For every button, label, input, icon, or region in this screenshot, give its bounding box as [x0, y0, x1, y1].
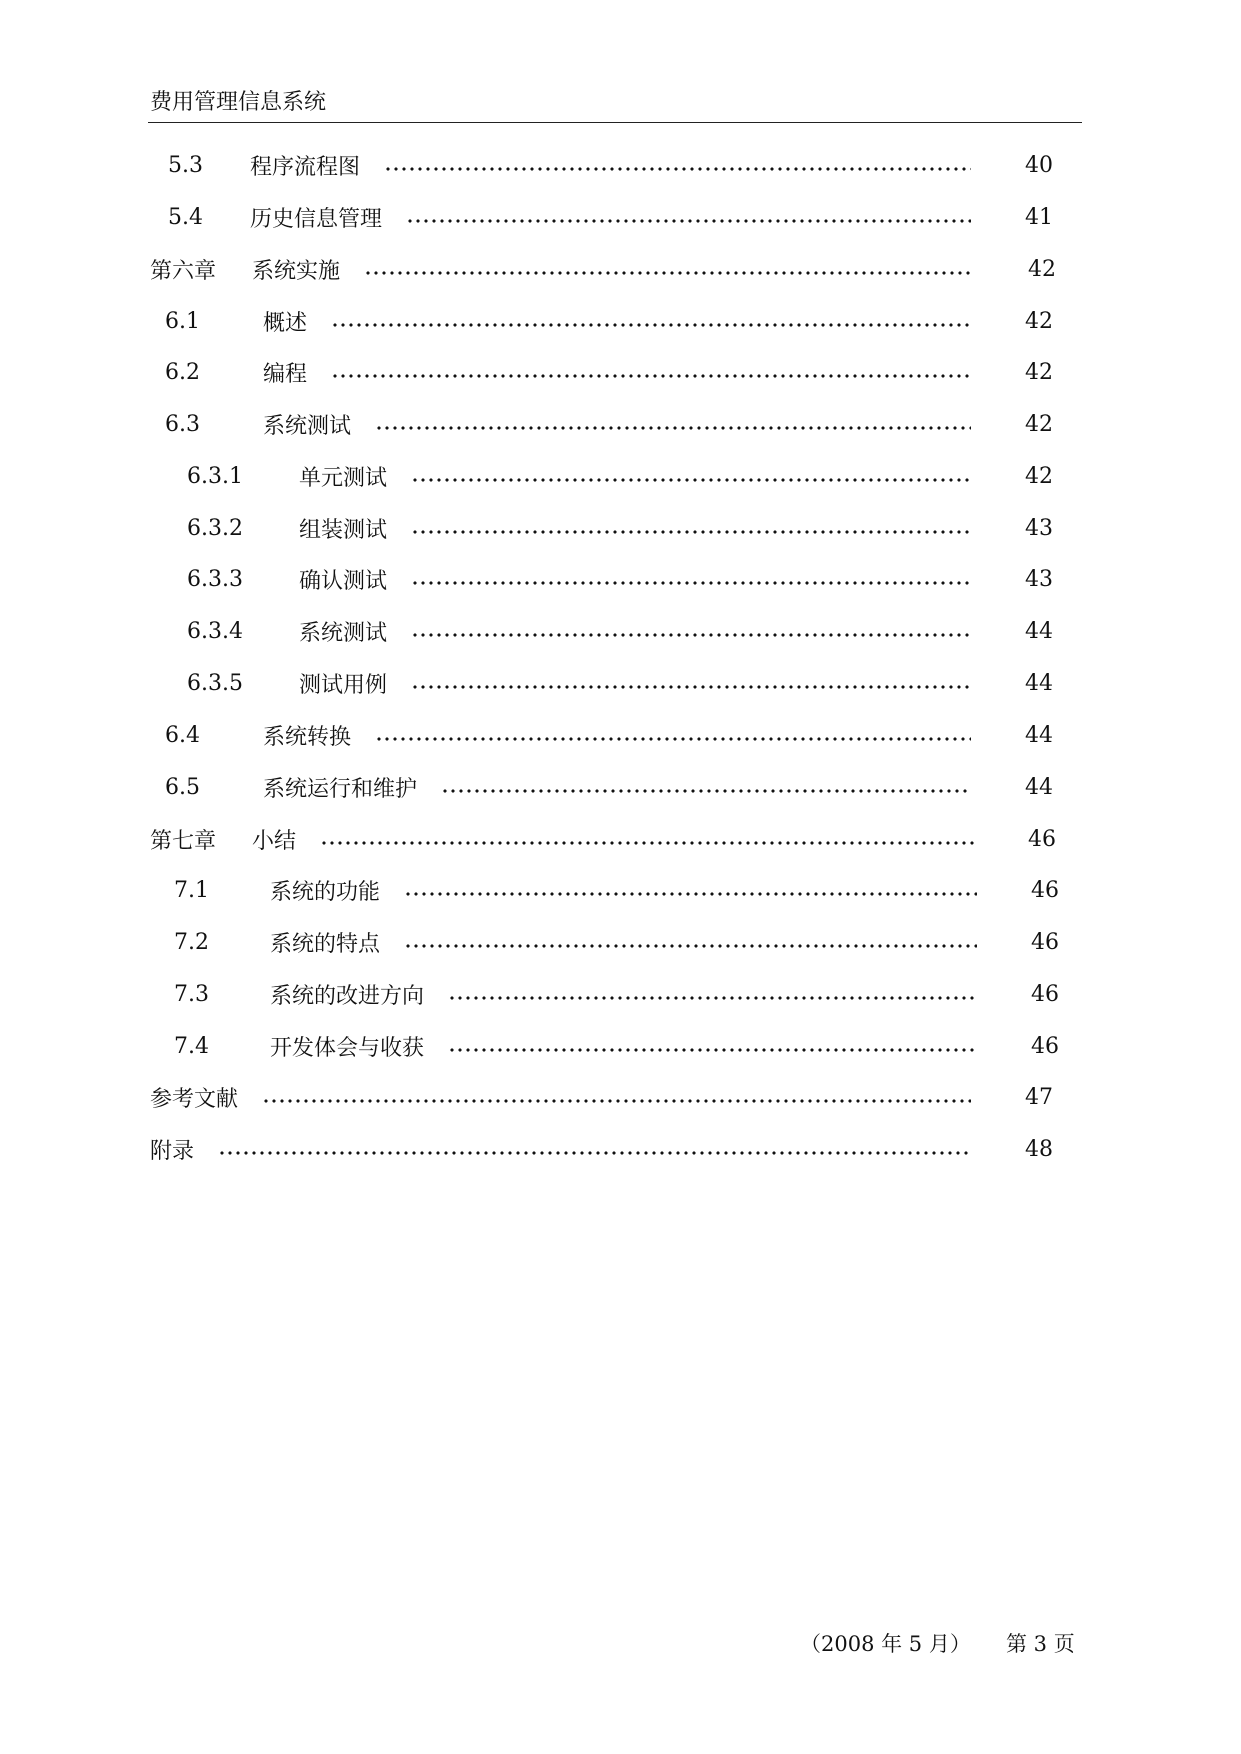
toc-page: 42	[1025, 463, 1053, 489]
toc-page: 46	[1028, 826, 1056, 852]
toc-number: 6.3.5	[187, 670, 243, 696]
running-header: 费用管理信息系统	[150, 90, 327, 115]
dot-leader	[218, 1132, 971, 1166]
toc-title: 单元测试	[299, 465, 388, 491]
toc-title: 系统的改进方向	[270, 983, 425, 1009]
toc-number: 第六章	[150, 258, 217, 284]
dot-leader	[411, 614, 971, 648]
toc-page: 44	[1025, 722, 1053, 748]
toc-title: 系统测试	[263, 413, 352, 439]
toc-entry-6-3	[165, 407, 1053, 441]
toc-page: 43	[1025, 515, 1053, 541]
toc-page: 46	[1031, 1033, 1059, 1059]
toc-entry-7-4	[174, 1029, 1059, 1063]
toc-title: 系统运行和维护	[263, 776, 418, 802]
toc-title: 附录	[150, 1138, 195, 1164]
dot-leader	[375, 407, 971, 441]
toc-page: 42	[1025, 308, 1053, 334]
toc-number: 6.3.4	[187, 618, 243, 644]
toc-number: 6.3.1	[187, 463, 243, 489]
toc-number: 6.4	[165, 722, 200, 748]
toc-entry-6-3-2	[187, 511, 1053, 545]
toc-entry-7-2	[174, 925, 1059, 959]
toc-number: 6.3	[165, 411, 200, 437]
toc-page: 41	[1025, 204, 1053, 230]
toc-page: 43	[1025, 566, 1053, 592]
toc-page: 47	[1025, 1084, 1053, 1110]
toc-page: 44	[1025, 618, 1053, 644]
toc-entry-6-3-1	[187, 459, 1053, 493]
toc-title: 系统的特点	[270, 931, 381, 957]
dot-leader	[364, 252, 974, 286]
toc-title: 参考文献	[150, 1086, 239, 1112]
toc-number: 5.4	[168, 204, 203, 230]
toc-entry-7-1	[174, 873, 1059, 907]
toc-title: 历史信息管理	[250, 206, 383, 232]
toc-entry-6-1	[165, 304, 1053, 338]
toc-entry-5-4	[168, 200, 1053, 234]
toc-page: 48	[1025, 1136, 1053, 1162]
toc-title: 概述	[263, 310, 308, 336]
toc-number: 6.1	[165, 308, 200, 334]
toc-page: 42	[1028, 256, 1056, 282]
toc-entry-6-3-3	[187, 562, 1053, 596]
toc-title: 开发体会与收获	[270, 1035, 425, 1061]
toc-entry-chapter-6	[150, 252, 1056, 286]
dot-leader	[441, 770, 971, 804]
dot-leader	[262, 1080, 971, 1114]
toc-page: 46	[1031, 981, 1059, 1007]
toc-page: 40	[1025, 152, 1053, 178]
dot-leader	[384, 148, 971, 182]
toc-title: 系统测试	[299, 620, 388, 646]
toc-entry-appendix	[150, 1132, 1053, 1166]
dot-leader	[404, 925, 977, 959]
toc-page: 46	[1031, 929, 1059, 955]
toc-number: 7.1	[174, 877, 209, 903]
toc-entry-references	[150, 1080, 1053, 1114]
dot-leader	[411, 666, 971, 700]
toc-number: 6.3.3	[187, 566, 243, 592]
toc-number: 6.5	[165, 774, 200, 800]
dot-leader	[411, 562, 971, 596]
toc-title: 编程	[263, 361, 308, 387]
dot-leader	[404, 873, 977, 907]
footer-page-number: 第 3 页	[1006, 1632, 1075, 1656]
footer-date: （2008 年 5 月）	[800, 1632, 971, 1656]
toc-page: 42	[1025, 411, 1053, 437]
toc-title: 小结	[252, 828, 297, 854]
toc-entry-chapter-7	[150, 822, 1056, 856]
dot-leader	[320, 822, 974, 856]
dot-leader	[448, 1029, 977, 1063]
toc-title: 系统的功能	[270, 879, 381, 905]
dot-leader	[411, 511, 971, 545]
dot-leader	[411, 459, 971, 493]
toc-entry-6-4	[165, 718, 1053, 752]
toc-page: 44	[1025, 774, 1053, 800]
dot-leader	[331, 355, 971, 389]
toc-number: 5.3	[168, 152, 203, 178]
dot-leader	[448, 977, 977, 1011]
toc-number: 6.2	[165, 359, 200, 385]
toc-title: 确认测试	[299, 568, 388, 594]
toc-entry-6-3-5	[187, 666, 1053, 700]
toc-entry-7-3	[174, 977, 1059, 1011]
toc-title: 系统转换	[263, 724, 352, 750]
toc-number: 7.2	[174, 929, 209, 955]
toc-title: 程序流程图	[250, 154, 361, 180]
toc-entry-5-3	[168, 148, 1053, 182]
dot-leader	[375, 718, 971, 752]
toc-number: 7.4	[174, 1033, 209, 1059]
dot-leader	[406, 200, 971, 234]
toc-title: 系统实施	[252, 258, 341, 284]
toc-number: 第七章	[150, 828, 217, 854]
toc-entry-6-3-4	[187, 614, 1053, 648]
toc-entry-6-5	[165, 770, 1053, 804]
toc-page: 46	[1031, 877, 1059, 903]
toc-title: 测试用例	[299, 672, 388, 698]
toc-entry-6-2	[165, 355, 1053, 389]
toc-page: 44	[1025, 670, 1053, 696]
toc-title: 组装测试	[299, 517, 388, 543]
toc-page: 42	[1025, 359, 1053, 385]
dot-leader	[331, 304, 971, 338]
toc-number: 7.3	[174, 981, 209, 1007]
toc-number: 6.3.2	[187, 515, 243, 541]
